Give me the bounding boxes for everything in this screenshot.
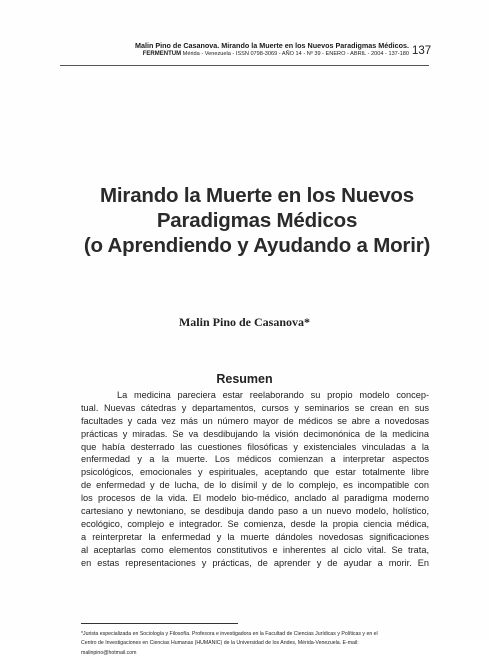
running-header — [60, 41, 409, 59]
abstract-line: facultades y cada vez más un número mayor de médicos se abre a novedosas — [81, 415, 429, 426]
footnote-email: malinpino@hotmail.com — [81, 649, 137, 656]
abstract-line: cartesiano y newtoniano, se desdibuja dando paso a un nuevo modelo, holístico, — [81, 506, 429, 517]
title-line-3: (o Aprendiendo y Ayudando a Morir) — [83, 234, 431, 257]
journal-details: Mérida - Venezuela - ISSN 0798-3069 - AÑO 14 - Nº 39 - ENERO - ABRIL - 2004 - 137-180 — [182, 51, 409, 57]
article-title — [40, 183, 474, 258]
footnote-divider — [81, 623, 238, 624]
abstract-line: al aceptarlas como elementos constitutivos e inherentes al ciclo vital. Se trata, — [81, 544, 429, 555]
abstract-heading: Resumen — [216, 372, 273, 386]
journal-name: FERMENTUM — [142, 51, 182, 57]
abstract-line: los procesos de la vida. El modelo bio-médico, anclado al paradigma moderno — [81, 493, 429, 504]
abstract-line: que había desterrado las cuestiones filosóficas y existenciales vinculadas a la — [81, 441, 429, 452]
page-number: 137 — [412, 45, 432, 57]
title-line-1: Mirando la Muerte en los Nuevos — [100, 184, 414, 207]
author-footnote — [81, 630, 431, 658]
header-divider — [60, 65, 429, 66]
footnote-line-1: *Jurista especializada en Sociología y Filosofía. Profesora e investigadora en la Facultad de Ciencias Jurídicas y Políticas y en el — [81, 631, 378, 637]
abstract-line: enfermedad y a la muerte. Los médicos comienzan a interpretar aspectos — [81, 454, 429, 465]
abstract-line: tual. Nuevas cátedras y departamentos, cursos y seminarios se crean en sus — [81, 402, 429, 413]
footnote-line-2: Centro de Investigaciones en Ciencias Humanas (HUMANIC) de la Universidad de los Andes, Mérida-Venezuela. E-mail: — [81, 640, 359, 647]
journal-info — [60, 50, 409, 59]
abstract-body — [81, 389, 429, 569]
abstract-line: psicológicos, emocionales y espirituales, aceptando que estar totalmente libre — [81, 467, 429, 478]
abstract-line: a reinterpretar la enfermedad y la muerte dándoles novedosas significaciones — [81, 531, 429, 542]
abstract-line: prácticas y miradas. Se va desdibujando la visión decimonónica de la medicina — [81, 428, 429, 439]
abstract-line: ecológico, complejo e integrador. Se comienza, desde la propia ciencia médica, — [81, 518, 429, 529]
running-title: Malin Pino de Casanova. Mirando la Muerte en los Nuevos Paradigmas Médicos. — [135, 41, 409, 50]
author-name: Malin Pino de Casanova* — [178, 315, 310, 329]
abstract-line: La medicina pareciera estar reelaborando su propio modelo concep- — [117, 390, 429, 400]
title-line-2: Paradigmas Médicos — [156, 209, 358, 232]
abstract-line: en estas representaciones y prácticas, de aprender y de ayudar a morir. En — [81, 557, 429, 568]
abstract-line: de enfermedad y de lucha, de lo disímil y de lo complejo, es incompatible con — [81, 480, 429, 491]
